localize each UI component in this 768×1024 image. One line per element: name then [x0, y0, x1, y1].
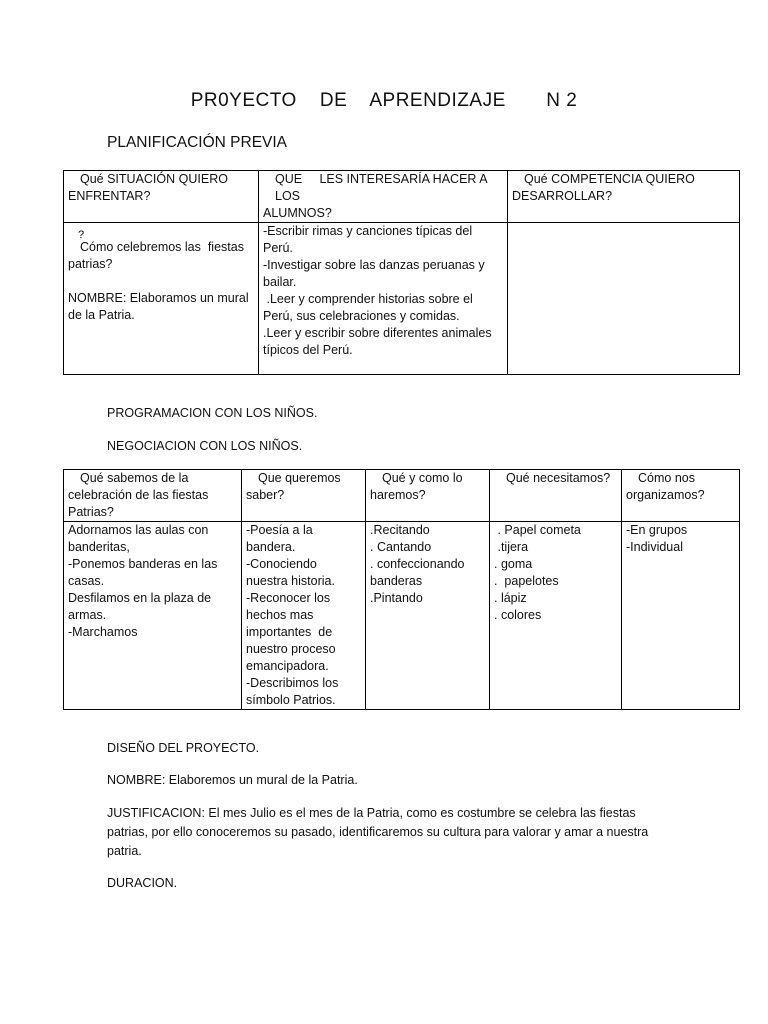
- programacion-label: PROGRAMACION CON LOS NIÑOS.: [107, 406, 318, 420]
- planificacion-header-row: [64, 171, 740, 223]
- nombre-mural: NOMBRE: Elaboramos un mural: [68, 291, 249, 305]
- header-situacion: Qué SITUACIÓN QUIERO ENFRENTAR?: [64, 171, 259, 223]
- negociacion-header-row: [64, 470, 740, 522]
- header-que-queremos: Que queremos saber?: [242, 470, 366, 522]
- header-como-haremos: Qué y como lo haremos?: [366, 470, 490, 522]
- cell-situacion: ? Cómo celebremos las fiestas patrias? NOMBRE: Elaboramos un mural de la Patria.: [64, 223, 259, 375]
- cell-como-organizamos: -En grupos -Individual: [622, 522, 740, 710]
- header-como-organizamos: Cómo nos organizamos?: [622, 470, 740, 522]
- cell-como-haremos: .Recitando . Cantando . confeccionando banderas .Pintando: [366, 522, 490, 710]
- page-title: PR0YECTO DE APRENDIZAJE N 2: [190, 90, 578, 111]
- cell-que-queremos: -Poesía a la bandera. -Conociendo nuestra historia. -Reconocer los hechos mas importantes de nuestro proceso emancipadora. -Describimos los símbolo Patrios.: [242, 522, 366, 710]
- header-que-necesitamos: Qué necesitamos?: [490, 470, 622, 522]
- planificacion-data-row: [64, 223, 740, 375]
- header-intereses: QUE LES INTERESARÍA HACER A LOS ALUMNOS?: [259, 171, 508, 223]
- negociacion-data-row: [64, 522, 740, 710]
- duracion-label: DURACION.: [107, 876, 178, 890]
- justificacion-text: JUSTIFICACION: El mes Julio es el mes de la Patria, como es costumbre se celebra las fiestas patrias, por ello conoceremos su pasado, identificaremos su cultura para valorar y amar a nuestra patria.: [107, 806, 649, 858]
- cell-intereses: -Escribir rimas y canciones típicas del Perú. -Investigar sobre las danzas peruanas y bailar. .Leer y comprender historias sobre el Perú, sus celebraciones y comidas. .Leer y escribir sobre diferentes animales típicos del Perú.: [259, 223, 508, 375]
- header-que-sabemos: Qué sabemos de la celebración de las fiestas Patrias?: [64, 470, 242, 522]
- cell-que-sabemos: Adornamos las aulas con banderitas, -Ponemos banderas en las casas. Desfilamos en la plaza de armas. -Marchamos: [64, 522, 242, 710]
- negociacion-label: NEGOCIACION CON LOS NIÑOS.: [107, 439, 303, 453]
- section-planificacion-previa: PLANIFICACIÓN PREVIA: [107, 134, 288, 151]
- cell-competencia: [508, 223, 740, 375]
- cell-que-necesitamos: . Papel cometa .tijera . goma . papelotes . lápiz . colores: [490, 522, 622, 710]
- question-mark: ?: [78, 229, 85, 241]
- planificacion-table: [63, 170, 740, 375]
- header-competencia: Qué COMPETENCIA QUIERO DESARROLLAR?: [508, 171, 740, 223]
- negociacion-table: [63, 469, 740, 710]
- nombre-proyecto: NOMBRE: Elaboremos un mural de la Patria.: [107, 773, 358, 787]
- diseno-label: DISEÑO DEL PROYECTO.: [107, 741, 260, 755]
